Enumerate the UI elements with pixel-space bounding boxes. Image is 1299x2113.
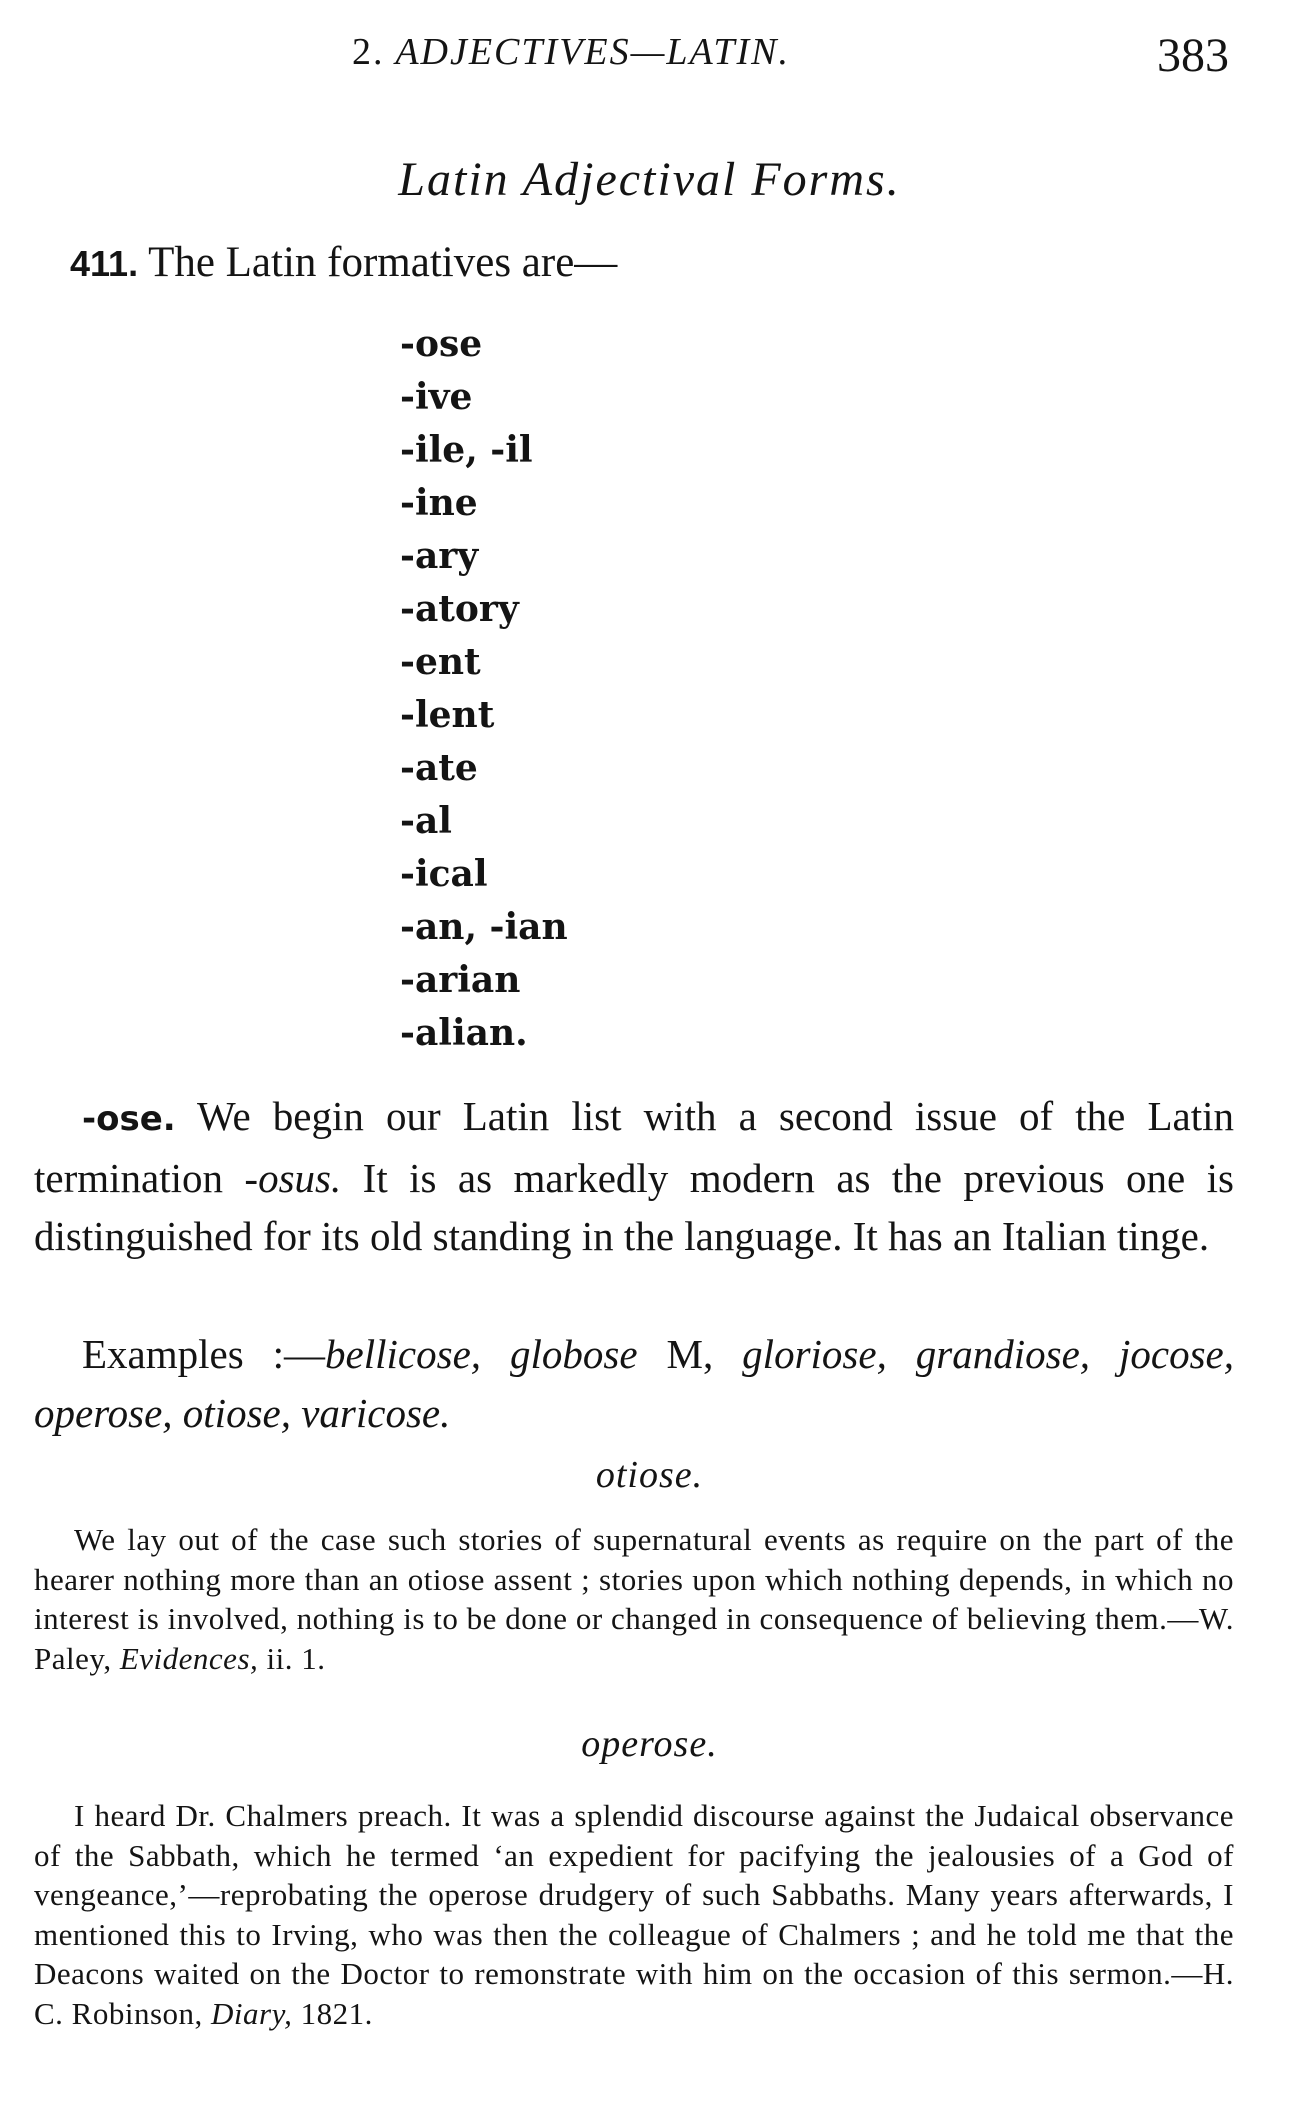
section-title: Latin Adjectival Forms. xyxy=(398,153,901,206)
formative-list xyxy=(400,318,568,1060)
formative-item: -ical xyxy=(400,853,488,895)
intro-paragraph xyxy=(70,238,617,287)
citation-heading-operose: operose. xyxy=(581,1723,718,1765)
citation-otiose-text: We lay out of the case such stories of supernatural events as require on the part of the hearer nothing more than an otiose assent ; stories upon which nothing depends, in which no interest is involved, nothing is to be done or changed in consequence of believing them.—W. Paley, xyxy=(34,1522,1234,1676)
ose-term: -osus. xyxy=(244,1154,342,1201)
running-head xyxy=(352,30,790,74)
examples-list-b: gloriose, grandiose, jocose, operose, otiose, varicose. xyxy=(34,1331,1234,1436)
citation-heading-otiose: otiose. xyxy=(595,1454,704,1496)
chapter-title: ADJECTIVES—LATIN. xyxy=(395,31,790,73)
ose-lead: -ose. xyxy=(82,1099,176,1139)
ose-paragraph xyxy=(34,1087,1234,1266)
citation-otiose-ref: ii. 1. xyxy=(258,1640,326,1676)
paragraph-number: 411. xyxy=(70,243,139,284)
formative-item: -atory xyxy=(400,588,519,630)
examples-paragraph xyxy=(34,1325,1234,1442)
intro-text: The Latin formatives are— xyxy=(138,239,618,286)
formative-item: -ate xyxy=(400,747,478,789)
ose-text-after: It is as markedly modern as the previous one is distinguished for its old standing in the language. It has an Italian tinge. xyxy=(34,1154,1234,1259)
formative-item: -al xyxy=(400,800,452,842)
formative-item: -lent xyxy=(400,694,495,736)
formative-item: -ose xyxy=(400,323,483,365)
examples-label: Examples :— xyxy=(82,1331,326,1377)
formative-item: -alian. xyxy=(400,1012,528,1054)
citation-operose-work: Diary, xyxy=(211,1995,293,2031)
examples-list-a: bellicose, globose xyxy=(325,1331,638,1377)
formative-item: -ive xyxy=(400,376,473,418)
ose-text-before: We begin our Latin list with a second issue of the Latin termination xyxy=(34,1093,1234,1201)
citation-operose-ref: 1821. xyxy=(292,1995,373,2031)
formative-item: -arian xyxy=(400,959,521,1001)
citation-otiose-work: Evidences, xyxy=(119,1640,259,1676)
formative-item: -ine xyxy=(400,482,478,524)
page-number: 383 xyxy=(1157,29,1229,82)
citation-otiose xyxy=(34,1520,1234,1678)
formative-item: -an, -ian xyxy=(400,906,568,948)
citation-operose-text: I heard Dr. Chalmers preach. It was a splendid discourse against the Judaical observance of the Sabbath, which he termed ‘an expedient for pacifying the jealousies of a God of vengeance,’—reprobating the operose drudgery of such Sabbaths. Many years afterwards, I mentioned this to Irving, who was then the colleague of Chalmers ; and he told me that the Deacons waited on the Doctor to remonstrate with him on the occasion of this sermon.—H. C. Robinson, xyxy=(34,1798,1234,2031)
formative-item: -ile, -il xyxy=(400,429,533,471)
examples-marker: M, xyxy=(637,1331,743,1377)
chapter-number: 2. xyxy=(352,31,385,73)
citation-operose xyxy=(34,1796,1234,2033)
formative-item: -ent xyxy=(400,641,481,683)
formative-item: -ary xyxy=(400,535,479,577)
